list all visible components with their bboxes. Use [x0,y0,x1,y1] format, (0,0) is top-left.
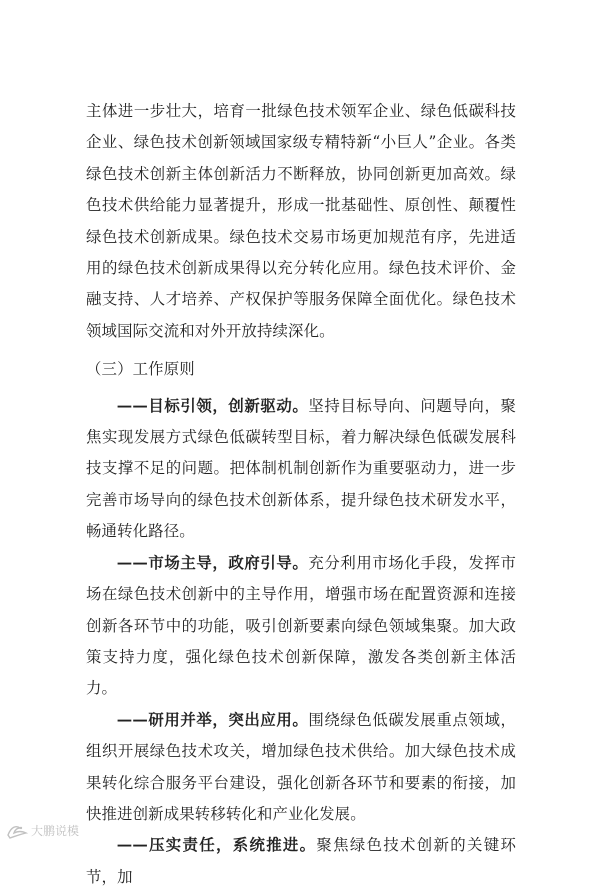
principle-lead: ——目标引领，创新驱动。 [116,396,309,415]
principle-lead: ——研用并举，突出应用。 [116,710,309,729]
section-heading: （三）工作原则 [86,360,195,379]
principle-paragraph [86,830,516,893]
principle-body: 坚持目标导向、问题导向，聚焦实现发展方式绿色低碳转型目标，着力解决绿色低碳发展科技支撑不足的问题。把体制机制创新作为重要驱动力，进一步完善市场导向的绿色技术创新体系，提升绿色技术研发水平，畅通转化路径。 [86,396,516,541]
principle-paragraph [86,548,516,705]
principle-lead: ——压实责任，系统推进。 [116,836,317,855]
phoenix-logo-icon [6,823,28,839]
principle-body: 围绕绿色低碳发展重点领域，组织开展绿色技术攻关，增加绿色技术供给。加大绿色技术成果转化综合服务平台建设，强化创新各环节和要素的衔接，加快推进创新成果转移转化和产业化发展。 [86,710,516,823]
paragraph-continuation: 主体进一步壮大，培育一批绿色技术领军企业、绿色低碳科技企业、绿色技术创新领域国家级专精特新“小巨人”企业。各类绿色技术创新主体创新活力不断释放，协同创新更加高效。绿色技术供给能力显著提升，形成一批基础性、原创性、颠覆性绿色技术创新成果。绿色技术交易市场更加规范有序，先进适用的绿色技术创新成果得以充分转化应用。绿色技术评价、金融支持、人才培养、产权保护等服务保障全面优化。绿色技术领域国际交流和对外开放持续深化。 [86,102,516,340]
principle-paragraph [86,705,516,831]
watermark-text: 大鹏说模 [31,824,80,838]
document-body [86,96,516,893]
principle-lead: ——市场主导，政府引导。 [116,553,309,572]
watermark [6,822,79,839]
principle-body: 充分利用市场化手段，发挥市场在绿色技术创新中的主导作用，增强市场在配置资源和连接创新各环节中的功能，吸引创新要素向绿色领域集聚。加大政策支持力度，强化绿色技术创新保障，激发各类创新主体活力。 [86,553,516,698]
principle-body: 聚焦绿色技术创新的关键环节，加 [86,836,516,886]
principle-paragraph [86,391,516,548]
